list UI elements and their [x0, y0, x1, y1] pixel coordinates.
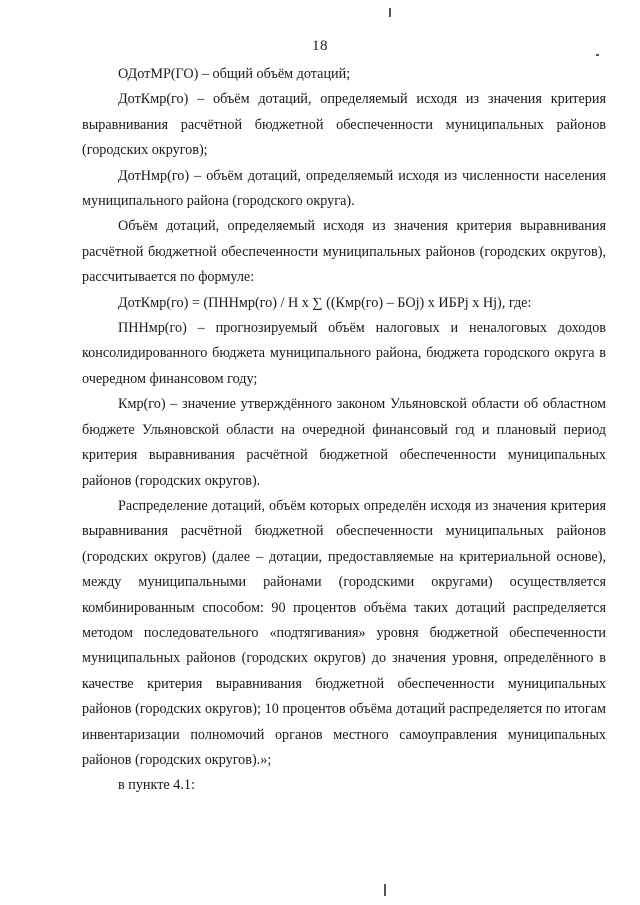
paragraph-formula-intro: Объём дотаций, определяемый исходя из значения критерия выравнивания расчётной бюджетной обеспеченности муниципальных районов (городских округов), рассчитывается по формуле:	[82, 218, 606, 286]
paragraph-dotkmr-definition: ДотКмр(го) – объём дотаций, определяемый исходя из значения критерия выравнивания расчётной бюджетной обеспеченности муниципальных районов (городских округов);	[82, 91, 606, 159]
paragraph-distribution-rules: Распределение дотаций, объём которых определён исходя из значения критерия выравнивания расчётной бюджетной обеспеченности муниципальных районов (городских округов) (далее – дотации, предоставляемые на критериальной основе), между муниципальными районами (городскими округами) осуществляется комбинированным способом: 90 процентов объёма таких дотаций распределяется методом последовательного «подтягивания» уровня бюджетной обеспеченности муниципальных районов (городских округов) до значения уровня, определённого в качестве критерия выравнивания бюджетной обеспеченности муниципальных районов (городских округов); 10 процентов объёма дотаций распределяется по итогам инвентаризации полномочий органов местного самоуправления муниципальных районов (городских округов).»;	[82, 497, 606, 768]
formula-line: ДотКмр(го) = (ПННмр(го) / Н x ∑ ((Кмр(го) – БОj) x ИБРj x Нj), где:	[118, 294, 532, 311]
page-number: 18	[312, 38, 328, 54]
paragraph-point-4-1: в пункте 4.1:	[118, 777, 195, 794]
paragraph-dotnmr-definition: ДотНмр(го) – объём дотаций, определяемый исходя из численности населения муниципального района (городского округа).	[82, 167, 606, 210]
paragraph-pnnmr-definition: ПННмр(го) – прогнозируемый объём налоговых и неналоговых доходов консолидированного бюджета муниципального района, бюджета городского округа в очередном финансовом году;	[82, 320, 606, 387]
document-body	[82, 62, 606, 799]
paragraph-kmr-definition: Кмр(го) – значение утверждённого законом Ульяновской области об областном бюджете Ульяновской области на очередной финансовый год и плановый период критерия выравнивания расчётной бюджетной обеспеченности муниципальных районов (городских округов).	[82, 396, 606, 489]
paragraph-odotmr-definition: ОДотМР(ГО) – общий объём дотаций;	[118, 66, 351, 82]
scan-mark-top	[389, 8, 391, 17]
scan-mark-bottom	[384, 884, 386, 896]
scan-dot-right	[596, 54, 599, 56]
